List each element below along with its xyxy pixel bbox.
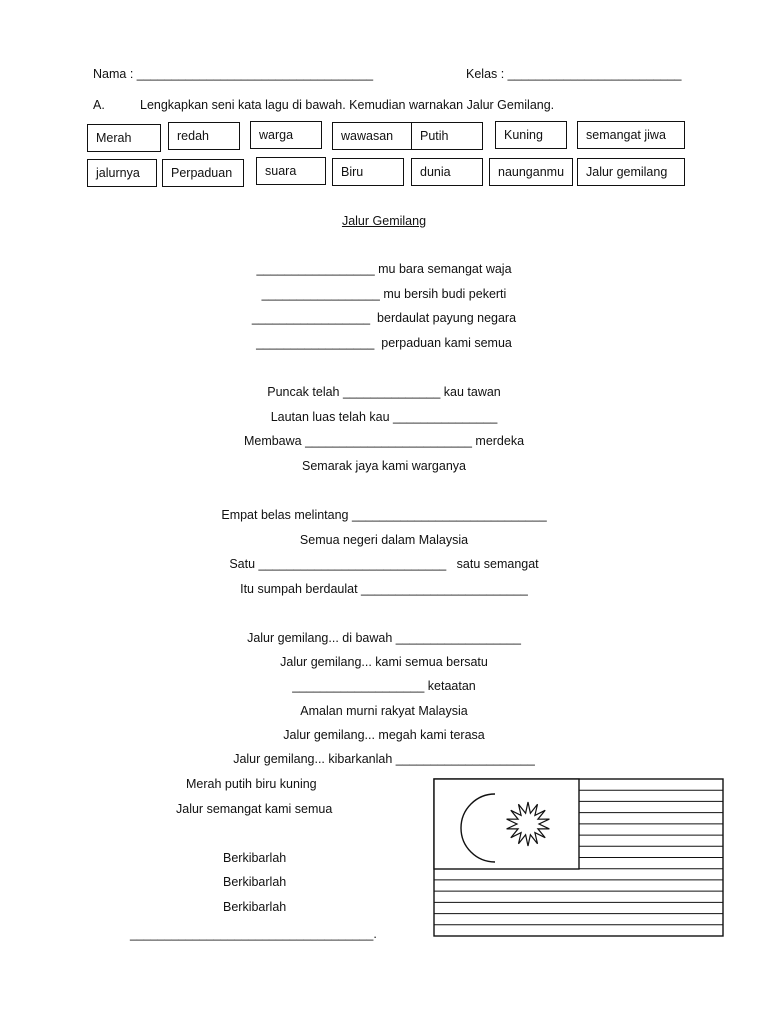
lyric-line: _________________ berdaulat payung negara (251, 311, 517, 325)
lyric-line: Jalur gemilang... megah kami terasa (283, 728, 485, 742)
lyric-line: Itu sumpah berdaulat ________________________ (240, 582, 528, 596)
malaysia-flag-icon (433, 778, 725, 938)
word-box: wawasan (332, 122, 412, 150)
song-title: Jalur Gemilang (341, 214, 427, 228)
word-box: Putih (411, 122, 483, 150)
word-box: warga (250, 121, 322, 149)
class-field-label: Kelas : _________________________ (466, 67, 682, 81)
word-box: Biru (332, 158, 404, 186)
question-number: A. (93, 98, 105, 112)
lyric-line: Merah putih biru kuning (186, 777, 317, 791)
lyric-line: Jalur gemilang... kami semua bersatu (280, 655, 488, 669)
word-box: redah (168, 122, 240, 150)
word-box: Jalur gemilang (577, 158, 685, 186)
instruction-text: Lengkapkan seni kata lagu di bawah. Kemudian warnakan Jalur Gemilang. (140, 98, 555, 112)
lyric-line: Berkibarlah (223, 900, 287, 914)
word-box: naunganmu (489, 158, 573, 186)
word-box: Perpaduan (162, 159, 244, 187)
lyric-line: _________________ perpaduan kami semua (256, 336, 512, 350)
name-field-label: Nama : __________________________________ (93, 67, 374, 81)
word-box: suara (256, 157, 326, 185)
word-box: semangat jiwa (577, 121, 685, 149)
answer-blank-line: ___________________________________. (130, 927, 377, 941)
lyric-line: Amalan murni rakyat Malaysia (300, 704, 468, 718)
lyric-line: Puncak telah ______________ kau tawan (267, 385, 501, 399)
lyric-line: Jalur semangat kami semua (176, 802, 333, 816)
lyric-line: Jalur gemilang... kibarkanlah ____________________ (233, 752, 535, 766)
lyric-line: Semarak jaya kami warganya (302, 459, 466, 473)
lyric-line: Berkibarlah (223, 875, 287, 889)
lyric-line: _________________ mu bara semangat waja (256, 262, 512, 276)
lyric-line: Membawa ________________________ merdeka (243, 434, 525, 448)
lyric-line: Semua negeri dalam Malaysia (299, 533, 469, 547)
word-box: dunia (411, 158, 483, 186)
word-box: jalurnya (87, 159, 157, 187)
lyric-line: Berkibarlah (223, 851, 287, 865)
lyric-line: ___________________ ketaatan (292, 679, 476, 693)
lyric-line: Lautan luas telah kau _______________ (270, 410, 498, 424)
lyric-line: Empat belas melintang ____________________________ (221, 508, 547, 522)
lyric-line: _________________ mu bersih budi pekerti (261, 287, 507, 301)
lyric-line: Satu ___________________________ satu semangat (229, 557, 539, 571)
word-box: Merah (87, 124, 161, 152)
lyric-line: Jalur gemilang... di bawah __________________ (247, 631, 521, 645)
word-box: Kuning (495, 121, 567, 149)
